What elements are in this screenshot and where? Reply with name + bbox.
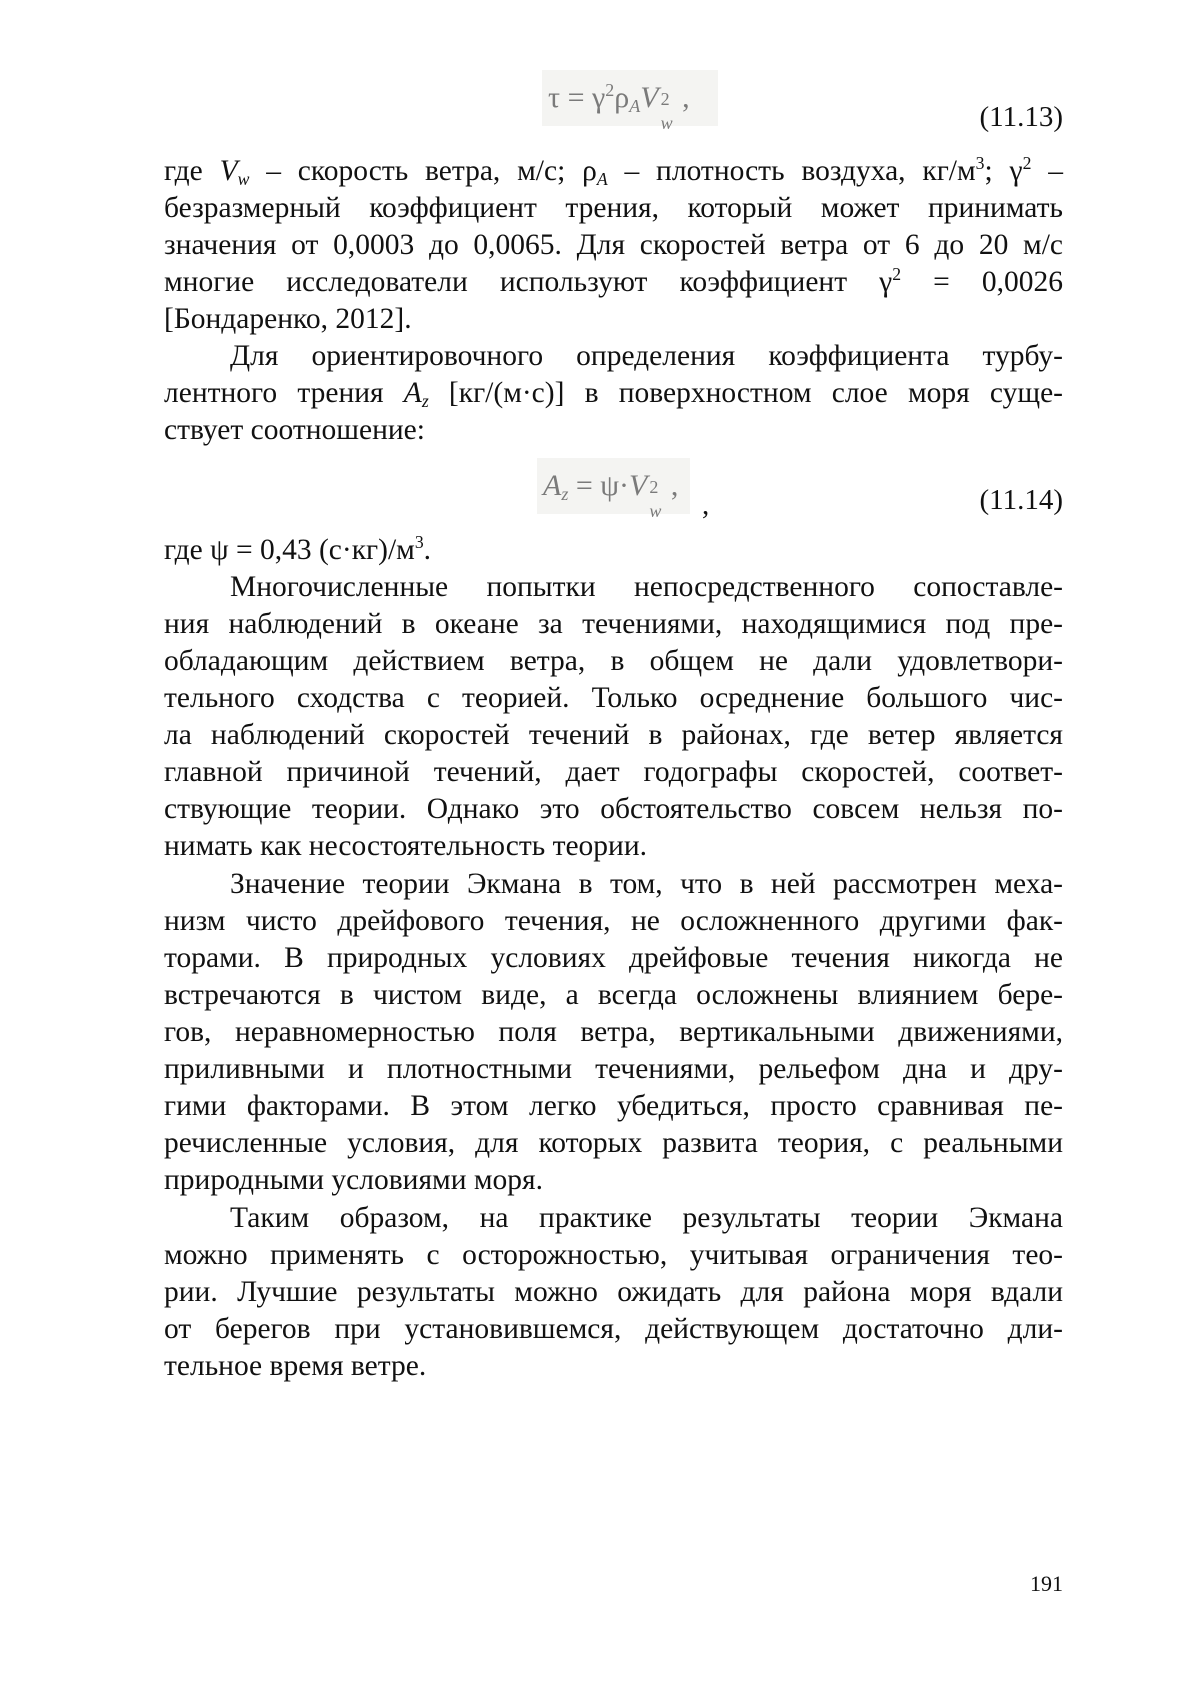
psi-definition: где ψ = 0,43 $(с\cdot кг)/м^3$. — [164, 532, 432, 566]
para-2-line-2: лентного трения $A_z$ [кг/(м·с)] в поверхностном слое моря суще- — [164, 377, 1063, 412]
equation-number-11-13: (11.13) — [979, 101, 1063, 133]
para-3-line-2: ния наблюдений в океане за течениями, находящимися под пре- — [164, 608, 1063, 640]
para-4-line-7: гими факторами. В этом легко убедиться, просто сравнивая пе- — [164, 1090, 1063, 1122]
para-4-line-4: встречаются в чистом виде, а всегда осложнены влиянием бере- — [164, 979, 1063, 1011]
para-1-line-3: значения от 0,0003 до 0,0065. Для скоростей ветра от 6 до 20 м/с — [164, 229, 1063, 261]
para-4-line-5: гов, неравномерностью поля ветра, вертикальными движениями, — [164, 1016, 1063, 1048]
para-2-line-1: Для ориентировочного определения коэффициента турбу- — [230, 340, 1063, 372]
para-1-line-5: [Бондаренко, 2012]. — [164, 303, 412, 335]
para-4-line-3: торами. В природных условиях дрейфовые течения никогда не — [164, 942, 1063, 974]
para-3-line-8: нимать как несостоятельность теории. — [164, 830, 648, 862]
para-4-line-6: приливными и плотностными течениями, рельефом дна и дру- — [164, 1053, 1063, 1085]
para-3-line-3: обладающим действием ветра, в общем не дали удовлетвори- — [164, 645, 1063, 677]
para-1-line-4: многие исследователи используют коэффициент $\gamma^2 = 0,0026$ — [164, 264, 1063, 298]
para-5-line-3: рии. Лучшие результаты можно ожидать для района моря вдали — [164, 1276, 1063, 1308]
para-1-line-2: безразмерный коэффициент трения, который может принимать — [164, 192, 1063, 224]
para-4-line-2: низм чисто дрейфового течения, не осложненного другими фак- — [164, 905, 1063, 937]
equation-number-11-14: (11.14) — [979, 484, 1063, 516]
formula-11-14-comma: , — [702, 489, 710, 521]
para-4-line-9: природными условиями моря. — [164, 1164, 543, 1196]
page-number: 191 — [1030, 1571, 1063, 1596]
formula-11-13-image: $\tau = \gamma^2\rho_AV$ 2 w , — [542, 70, 718, 126]
para-3-line-4: тельного сходства с теорией. Только осреднение большого чис- — [164, 682, 1063, 714]
para-5-line-5: тельное время ветре. — [164, 1350, 427, 1382]
para-1-line-1: где $V_w$ – скорость ветра, м/с; $\rho_A$ – плотность воздуха, $кг/м^3$; $\gamma^2$ – — [164, 153, 1063, 190]
para-3-line-1: Многочисленные попытки непосредственного сопоставле- — [230, 571, 1063, 603]
para-3-line-6: главной причиной течений, дает годографы скоростей, соответ- — [164, 756, 1063, 788]
formula-11-14-image: $A_z = \psi\cdot V$ 2 w , — [537, 458, 690, 514]
para-2-line-3: ствует соотношение: — [164, 414, 425, 446]
para-3-line-5: ла наблюдений скоростей течений в районах, где ветер является — [164, 719, 1063, 751]
para-5-line-2: можно применять с осторожностью, учитывая ограничения тео- — [164, 1239, 1063, 1271]
para-4-line-8: речисленные условия, для которых развита теория, с реальными — [164, 1127, 1063, 1159]
para-4-line-1: Значение теории Экмана в том, что в ней рассмотрен меха- — [230, 868, 1063, 900]
para-3-line-7: ствующие теории. Однако это обстоятельство совсем нельзя по- — [164, 793, 1063, 825]
para-5-line-1: Таким образом, на практике результаты теории Экмана — [230, 1202, 1063, 1234]
para-5-line-4: от берегов при установившемся, действующем достаточно дли- — [164, 1313, 1063, 1345]
